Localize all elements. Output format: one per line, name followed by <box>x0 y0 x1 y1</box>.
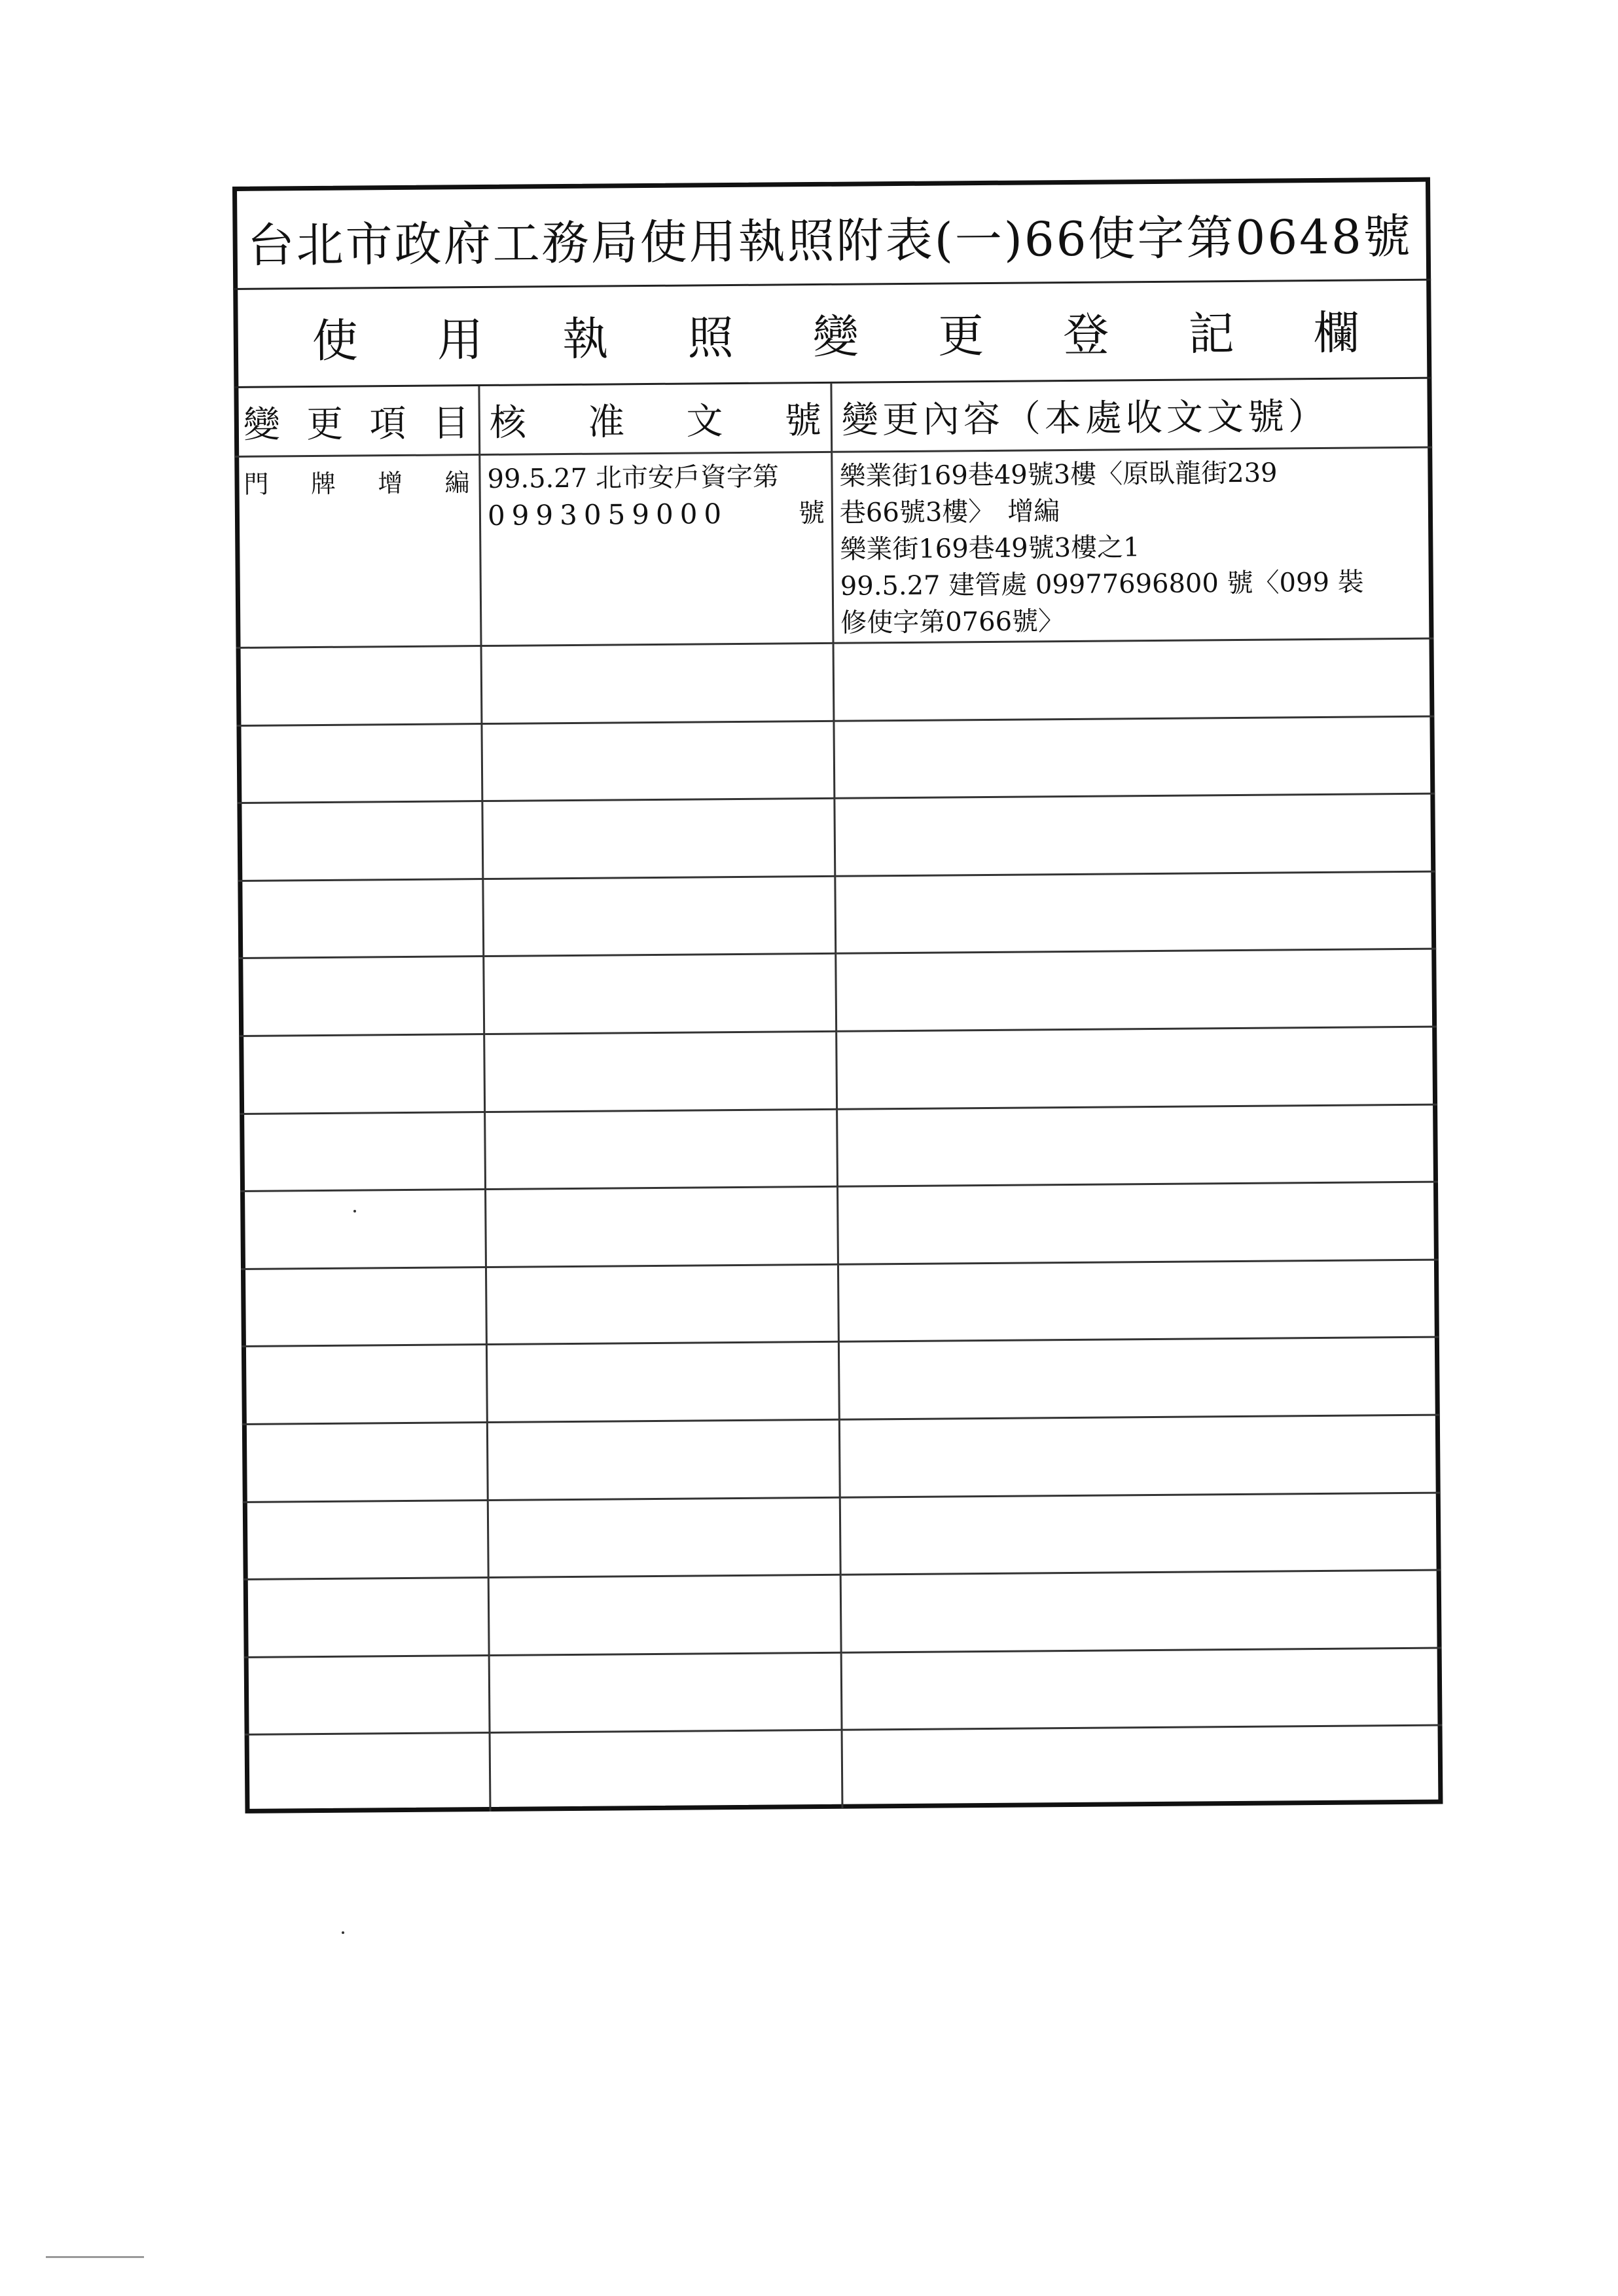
header-char: 准 <box>587 400 625 444</box>
empty-cell <box>835 795 1435 877</box>
subtitle-char: 使 <box>312 314 359 369</box>
empty-cell <box>238 957 485 1037</box>
empty-cell <box>490 1654 843 1734</box>
subtitle-char: 欄 <box>1313 306 1360 361</box>
empty-cell <box>243 1578 490 1658</box>
empty-cell <box>236 647 483 727</box>
empty-cell <box>835 717 1435 799</box>
form-title <box>232 177 1431 290</box>
empty-cell <box>486 1110 838 1190</box>
header-char: 號 <box>784 399 822 442</box>
subtitle-char: 記 <box>1188 306 1234 361</box>
entry-approval-line1: 99.5.27 北市安戶資字第 <box>487 462 780 494</box>
empty-cell <box>240 1190 487 1270</box>
entry-item <box>234 456 478 500</box>
entry-approval-line2 <box>488 495 825 534</box>
empty-cell <box>486 1188 839 1268</box>
empty-cell <box>489 1498 842 1578</box>
empty-cell <box>841 1493 1441 1576</box>
empty-cell <box>835 640 1435 722</box>
entry-content-cell <box>833 448 1433 644</box>
empty-cell <box>238 880 484 960</box>
entry-approval-suffix: 號 <box>798 498 825 529</box>
empty-cell <box>240 1113 486 1193</box>
entry-approval-number: 0993059000 <box>487 498 728 532</box>
empty-cell <box>484 877 836 958</box>
entry-content-line: 99.5.27 建管處 09977696800 號〈099 裝 <box>840 567 1364 602</box>
empty-cell <box>237 802 484 882</box>
empty-cell <box>483 799 836 880</box>
record-table <box>234 379 1443 1813</box>
form-subtitle <box>233 281 1431 388</box>
entry-content-line: 樂業街169巷49號3樓之1 <box>840 532 1140 565</box>
header-change-content <box>832 379 1432 453</box>
empty-cell <box>488 1343 840 1423</box>
empty-cell <box>487 1266 840 1346</box>
header-char: 變 <box>243 403 281 446</box>
header-change-content-text: 變更內容（本處收文文號） <box>841 395 1329 442</box>
header-char: 更 <box>306 403 344 446</box>
entry-item-char: 增 <box>378 468 403 498</box>
entry-content-line: 修使字第0766號〉 <box>840 606 1065 638</box>
scan-speck <box>353 1210 356 1212</box>
empty-cell <box>482 721 835 802</box>
subtitle-char: 登 <box>1063 308 1109 363</box>
subtitle-char: 照 <box>687 310 734 365</box>
empty-cell <box>241 1268 488 1348</box>
scan-edge-mark <box>46 2256 144 2258</box>
empty-cell <box>840 1338 1440 1421</box>
subtitle-char: 用 <box>437 312 484 367</box>
form-sheet <box>232 177 1443 1813</box>
empty-cell <box>239 1035 486 1115</box>
scan-speck <box>342 1931 344 1934</box>
empty-cell <box>843 1726 1443 1809</box>
empty-cell <box>842 1571 1442 1654</box>
empty-cell <box>490 1576 842 1656</box>
empty-cell <box>488 1421 841 1501</box>
empty-cell <box>840 1416 1441 1499</box>
empty-cell <box>491 1731 844 1812</box>
empty-cell <box>837 1028 1437 1110</box>
empty-cell <box>838 1183 1439 1266</box>
entry-approval-cell <box>480 453 834 647</box>
empty-cell <box>838 1105 1438 1188</box>
subtitle-char: 執 <box>562 312 609 367</box>
header-char: 目 <box>432 401 470 445</box>
entry-content-line: 巷66號3樓〉 增編 <box>839 496 1060 528</box>
empty-cell <box>836 872 1436 955</box>
header-approval-number <box>480 384 833 456</box>
empty-cell <box>242 1345 488 1425</box>
header-char: 文 <box>686 399 723 443</box>
empty-cell <box>236 725 483 805</box>
empty-cell <box>244 1656 491 1736</box>
empty-cell <box>245 1734 492 1813</box>
empty-cell <box>242 1423 489 1503</box>
entry-item-char: 門 <box>243 469 269 499</box>
header-char: 項 <box>369 402 406 445</box>
subtitle-char: 變 <box>812 310 859 365</box>
entry-item-char: 編 <box>444 468 470 498</box>
header-change-item <box>234 386 480 458</box>
empty-cell <box>836 950 1437 1032</box>
entry-content-line: 樂業街169巷49號3樓〈原臥龍街239 <box>839 458 1278 492</box>
empty-cell <box>243 1501 490 1581</box>
empty-cell <box>839 1260 1439 1343</box>
empty-cell <box>485 1032 838 1113</box>
form-title-text: 台北市政府工務局使用執照附表(一)66使字第0648號 <box>247 208 1413 273</box>
header-char: 核 <box>489 401 527 445</box>
subtitle-char: 更 <box>937 308 984 363</box>
empty-cell <box>842 1649 1443 1731</box>
entry-item-cell <box>234 456 482 649</box>
entry-item-char: 牌 <box>310 469 336 499</box>
empty-cell <box>484 955 837 1035</box>
empty-cell <box>482 644 835 725</box>
